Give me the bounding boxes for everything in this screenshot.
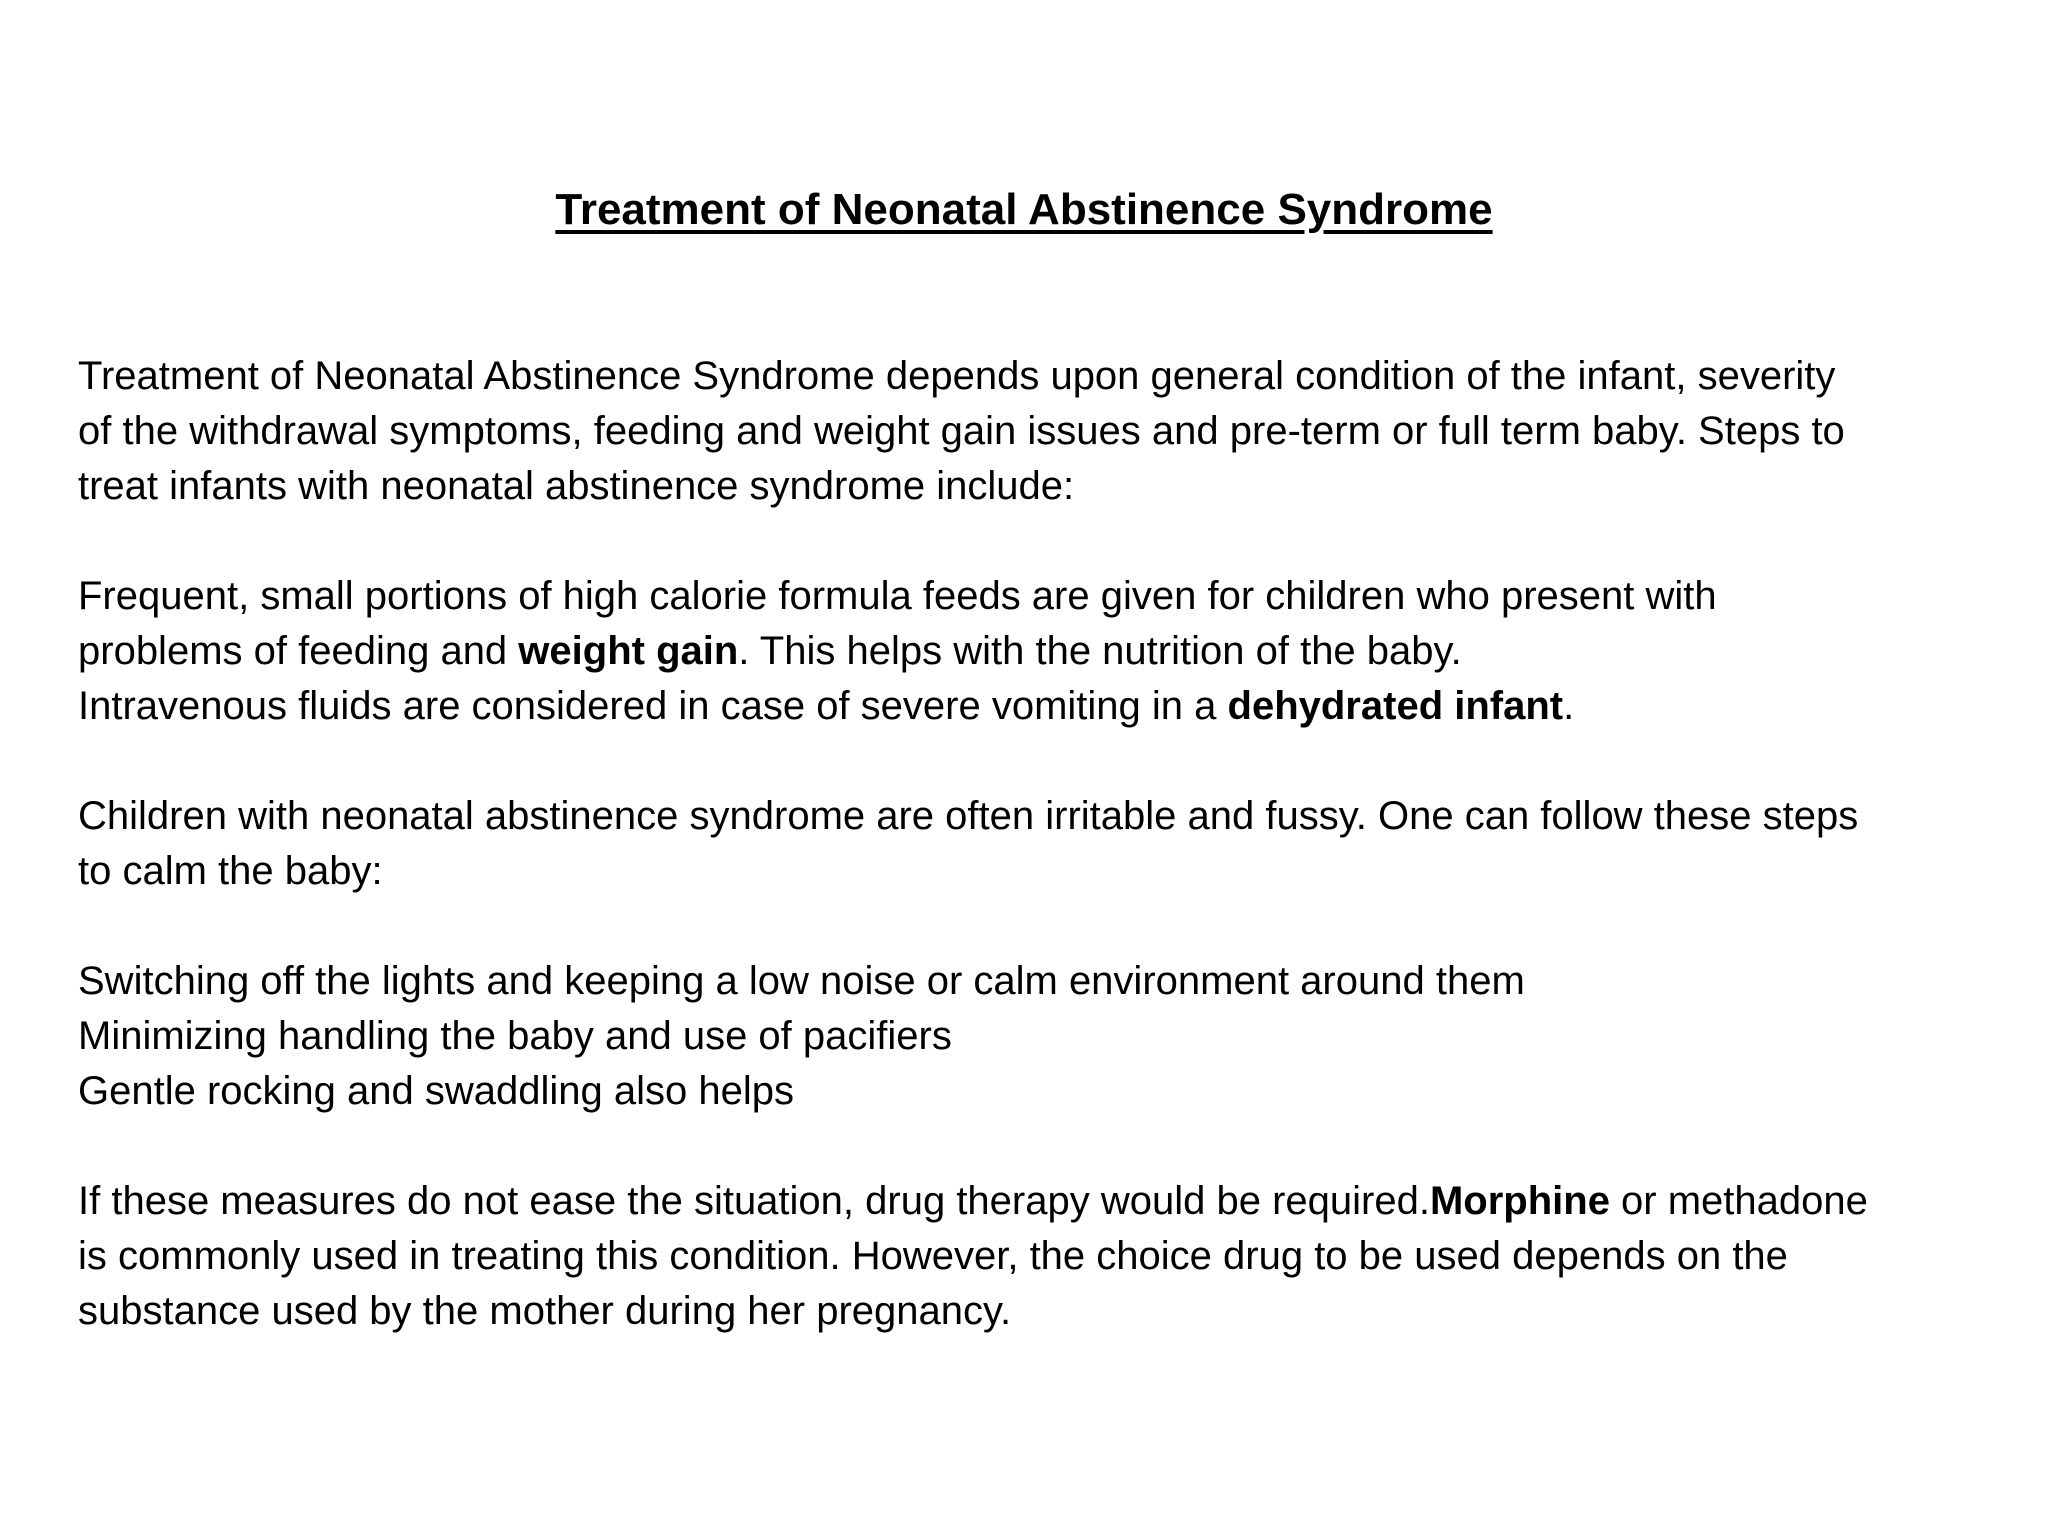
- dehydrated-infant-emphasis: dehydrated infant: [1227, 684, 1564, 728]
- intro-paragraph: [78, 349, 1998, 514]
- calm-intro-line-1: Children with neonatal abstinence syndrome are often irritable and fussy. One can follow these steps: [78, 794, 1859, 838]
- feeding-line-3-text: Intravenous fluids are considered in case of severe vomiting in a: [78, 684, 1228, 728]
- weight-gain-emphasis: weight gain: [518, 629, 739, 673]
- calm-step: Switching off the lights and keeping a low noise or calm environment around them: [78, 959, 1525, 1003]
- feeding-line-1: Frequent, small portions of high calorie formula feeds are given for children who present with: [78, 574, 1717, 618]
- feeding-line-2-text: problems of feeding and: [78, 629, 519, 673]
- calm-step: Gentle rocking and swaddling also helps: [78, 1069, 794, 1113]
- intro-line-2: of the withdrawal symptoms, feeding and weight gain issues and pre-term or full term baby. Steps to: [78, 409, 1845, 453]
- morphine-emphasis: Morphine: [1429, 1179, 1610, 1223]
- drug-therapy-paragraph: [78, 1174, 1998, 1339]
- calm-steps-list: [78, 954, 1998, 1119]
- feeding-line-3-tail: .: [1563, 684, 1575, 728]
- feeding-line-3: [78, 679, 1998, 734]
- calm-intro-line-2: to calm the baby:: [78, 849, 383, 893]
- intro-line-3: treat infants with neonatal abstinence syndrome include:: [78, 464, 1075, 508]
- intro-line-1: Treatment of Neonatal Abstinence Syndrome depends upon general condition of the infant, severity: [78, 354, 1836, 398]
- document-body: [78, 349, 1998, 1394]
- feeding-paragraph: [78, 569, 1998, 734]
- calm-step: Minimizing handling the baby and use of pacifiers: [78, 1014, 952, 1058]
- drug-line-2: is commonly used in treating this condition. However, the choice drug to be used depends on the: [78, 1234, 1788, 1278]
- calm-intro-paragraph: [78, 789, 1998, 899]
- feeding-line-2-tail: . This helps with the nutrition of the baby.: [738, 629, 1462, 673]
- feeding-line-2: [78, 624, 1998, 679]
- drug-line-1-text: If these measures do not ease the situation, drug therapy would be required.: [78, 1179, 1430, 1223]
- drug-line-3: substance used by the mother during her pregnancy.: [78, 1289, 1012, 1333]
- drug-line-1-tail: or methadone: [1609, 1179, 1868, 1223]
- page-title: Treatment of Neonatal Abstinence Syndrome: [555, 185, 1493, 234]
- drug-line-1: [78, 1174, 1998, 1229]
